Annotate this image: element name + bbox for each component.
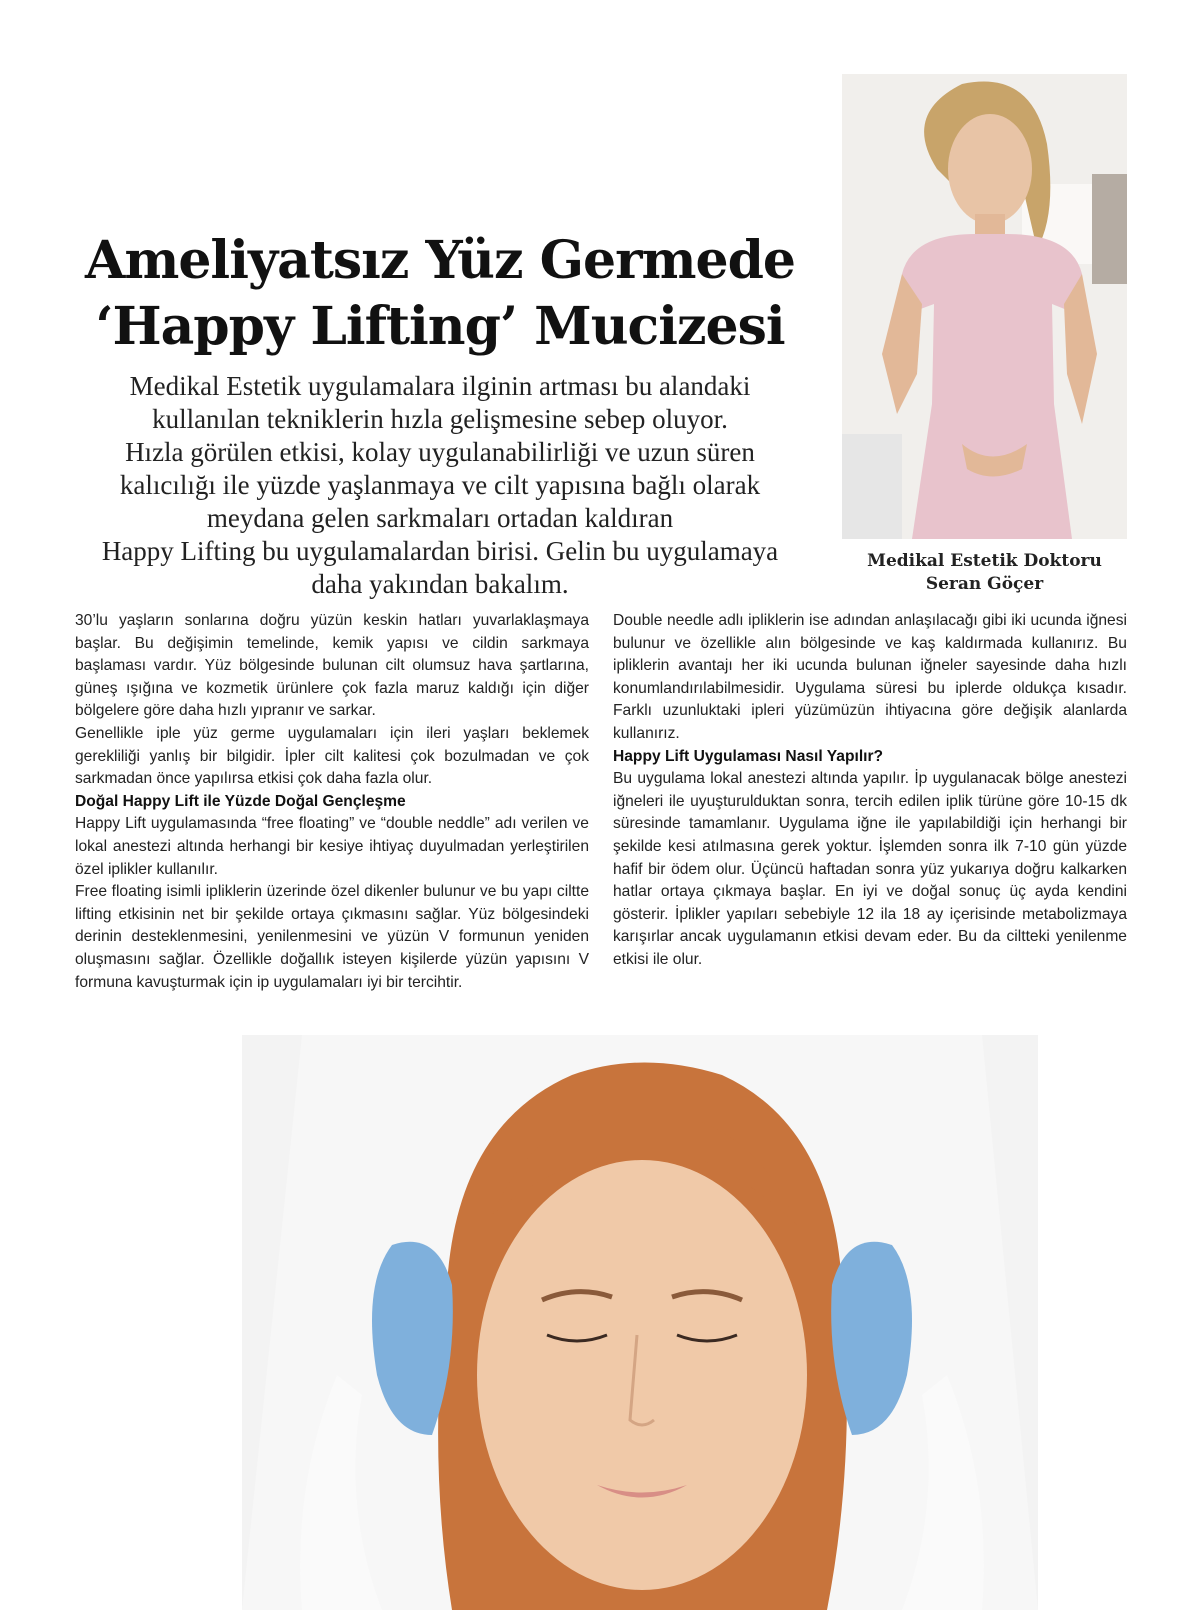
caption-name: Seran Göçer [925,574,1044,594]
intro-line: Happy Lifting bu uygulamalardan birisi. Gelin bu uygulamaya [101,536,779,566]
paragraph: Double needle adlı ipliklerin ise adından anlaşılacağı gibi iki ucunda iğnesi bulunur ve özellikle alın bölgesinde ve kaş kaldırmada kullanırız. Bu ipliklerin avantajı her iki ucunda bulunan iğneler sayesinde daha hızlı konumlandırılabilmesidir. Uygulama süresi bu iplerde oldukça kısadır. Farklı uzunluktaki ipleri yüzümüzün ihtiyacına göre değişik alanlarda kullanırız. [613,612,1127,742]
intro-line: daha yakından bakalım. [311,569,569,599]
intro-line: kalıcılığı ile yüzde yaşlanmaya ve cilt yapısına bağlı olarak [119,470,761,500]
paragraph: Happy Lift uygulamasında “free floating” ve “double neddle” adı verilen ve lokal anestezi altında herhangi bir kesiye ihtiyaç duyulmadan yerleştirilen özel iplikler kullanılır. [75,815,589,878]
paragraph: Free floating isimli ipliklerin üzerinde özel dikenler bulunur ve bu yapı ciltte lifting etkisinin net bir şekilde ortaya çıkmasını sağlar. Yüz bölgesindeki derinin desteklenmesini, yenilenmesini ve yüzün V formunun yeniden oluşmasını sağlar. Özellikle doğallık isteyen kişilerde yüzün yapısını V formuna kavuşturmak için ip uygulamaları iyi bir tercihtir. [75,883,589,991]
portrait-caption [842,550,1127,596]
article-title [60,228,820,360]
paragraph: Bu uygulama lokal anestezi altında yapılır. İp uygulanacak bölge anestezi iğneleri ile uyuşturulduktan sonra, tercih edilen iplik türüne göre 10-15 dk süresinde tamamlanır. Uygulama iğne ile yapılabildiği için herhangi bir şekilde kesi atılmasına gerek yoktur. İşlemden sonra ilk 7-10 gün yüzde hafif bir ödem olur. Üçüncü haftadan sonra yüz yukarıya doğru kalkarken hatlar ortaya çıkmaya başlar. En iyi ve doğal sonuç üç ayda kendini gösterir. İplikler yapıları sebebiyle 12 ila 18 ay içerisinde metabolizmaya karışırlar ancak uygulamanın etkisi devam eder. Bu da ciltteki yenilenme etkisi ile olur. [613,770,1127,968]
intro-line: Hızla görülen etkisi, kolay uygulanabilirliği ve uzun süren [125,437,755,467]
section-heading: Happy Lift Uygulaması Nasıl Yapılır? [613,747,884,765]
title-line-2: ‘Happy Lifting’ Mucizesi [95,296,785,357]
doctor-portrait-photo [842,74,1127,539]
section-heading: Doğal Happy Lift ile Yüzde Doğal Gençleşme [75,792,406,810]
title-line-1: Ameliyatsız Yüz Germede [84,230,796,291]
paragraph: Genellikle iple yüz germe uygulamaları için ileri yaşları beklemek gerekliliği yanlış bir bilgidir. İpler cilt kalitesi çok bozulmadan ve çok sarkmadan önce yapılırsa etkisi çok daha fazla olur. [75,724,589,788]
caption-role: Medikal Estetik Doktoru [867,551,1102,571]
intro-line: Medikal Estetik uygulamalara ilginin artması bu alandaki [129,371,751,401]
article-intro [60,370,820,601]
intro-line: kullanılan tekniklerin hızla gelişmesine sebep oluyor. [152,404,728,434]
facial-treatment-photo [242,1035,1038,1610]
paragraph: 30’lu yaşların sonlarına doğru yüzün keskin hatları yuvarlaklaşmaya başlar. Bu değişimin temelinde, kemik yapısı ve cildin sarkmaya başlaması vardır. Yüz bölgesinde bulunan cilt olumsuz hava şartlarına, güneş ışığına ve kozmetik ürünlere çok fazla maruz kaldığı için diğer bölgelere göre daha hızlı yıpranır ve sarkar. [75,612,589,720]
article-column-left [75,610,589,994]
intro-line: meydana gelen sarkmaları ortadan kaldıran [206,503,674,533]
article-column-right [613,610,1127,972]
